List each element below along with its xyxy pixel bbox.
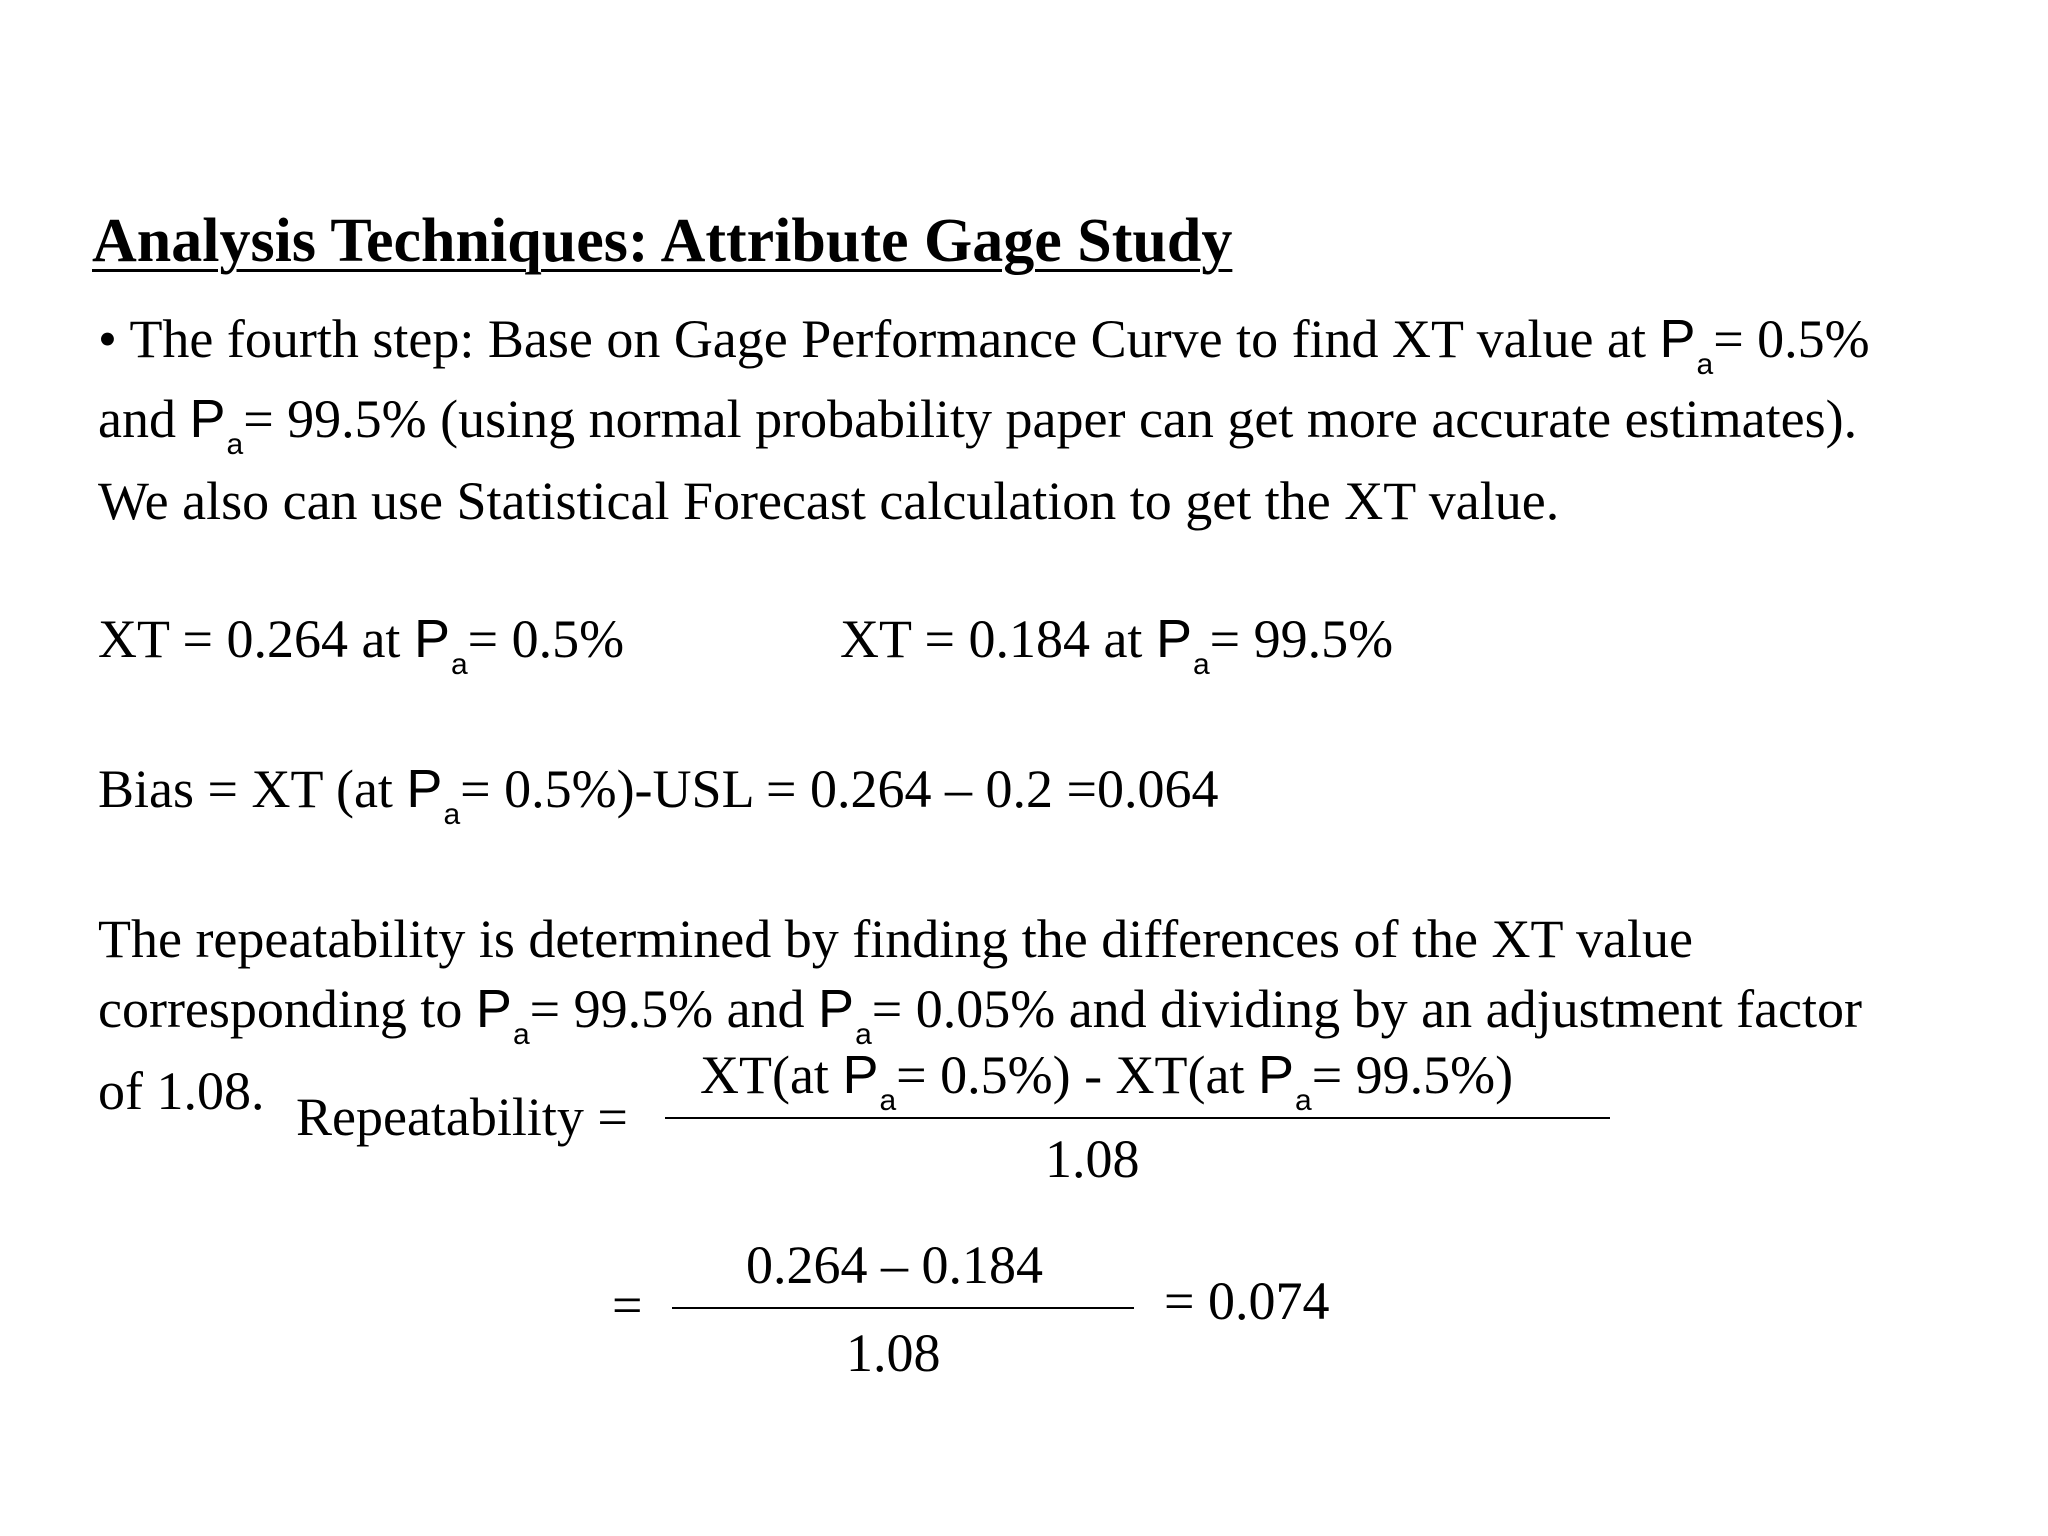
formula-result: = 0.074 [1164,1271,1330,1331]
intro-text-1a: The fourth step: Base on Gage Performance Curve to find XT value at [129,309,1646,369]
fraction-bar-2 [672,1307,1134,1309]
pa-subscript: a [1696,347,1714,381]
pa-symbol: P [406,759,443,819]
formula-numerator-2: 0.264 – 0.184 [746,1235,1043,1295]
repeat-text-2a: corresponding to [98,979,463,1039]
xt-left-value: = 0.5% [467,609,625,669]
pa-symbol: P [1659,309,1696,369]
pa-subscript: a [226,427,244,461]
pa-symbol: P [842,1045,879,1105]
pa-symbol: P [413,609,450,669]
repeat-line-2 [98,978,1863,1051]
pa-subscript: a [855,1017,872,1051]
repeat-text-2b: = 99.5% and [529,979,805,1039]
repeat-line-3: of 1.08. [98,1061,265,1121]
pa-symbol: P [1258,1045,1295,1105]
bias-text-a: Bias = XT (at [98,759,393,819]
xt-left-text: XT = 0.264 at [98,609,401,669]
xt-right-value: = 99.5% [1209,609,1394,669]
pa-subscript: a [450,647,468,681]
bias-line [98,758,1219,831]
num-text-b: = 0.5%) - XT(at [896,1045,1245,1105]
pa-subscript: a [1295,1083,1312,1117]
num-text-a: XT(at [700,1045,829,1105]
intro-line-1 [98,308,1870,381]
slide-title: Analysis Techniques: Attribute Gage Study [92,207,1233,275]
pa-symbol: P [189,389,226,449]
pa-subscript: a [1192,647,1210,681]
intro-text-2a: and [98,389,176,449]
num-text-c: = 99.5%) [1311,1045,1514,1105]
formula-denominator-2: 1.08 [846,1323,941,1383]
intro-text-1b: = 0.5% [1713,309,1870,369]
pa-subscript: a [512,1017,530,1051]
xt-right-text: XT = 0.184 at [840,609,1143,669]
intro-text-2b: = 99.5% (using normal probability paper can get more accurate estimates). [243,389,1858,449]
repeat-line-1: The repeatability is determined by finding the differences of the XT value [98,909,1693,969]
xt-right [840,608,1394,681]
pa-subscript: a [443,797,461,831]
pa-symbol: P [475,979,512,1039]
formula-numerator [700,1044,1514,1117]
intro-line-2 [98,388,1858,461]
repeat-text-2c: = 0.05% and dividing by an adjustment factor [871,979,1863,1039]
bias-text-b: = 0.5%)-USL = 0.264 – 0.2 =0.064 [460,759,1219,819]
formula-label: Repeatability = [296,1087,628,1147]
pa-symbol: P [1155,609,1192,669]
xt-left [98,608,625,681]
intro-line-3: We also can use Statistical Forecast calculation to get the XT value. [98,471,1560,531]
formula-denominator: 1.08 [1045,1129,1140,1189]
pa-subscript: a [879,1083,897,1117]
fraction-bar [665,1117,1610,1119]
equals-sign: = [612,1275,643,1335]
bullet: • [98,309,117,369]
pa-symbol: P [818,979,855,1039]
